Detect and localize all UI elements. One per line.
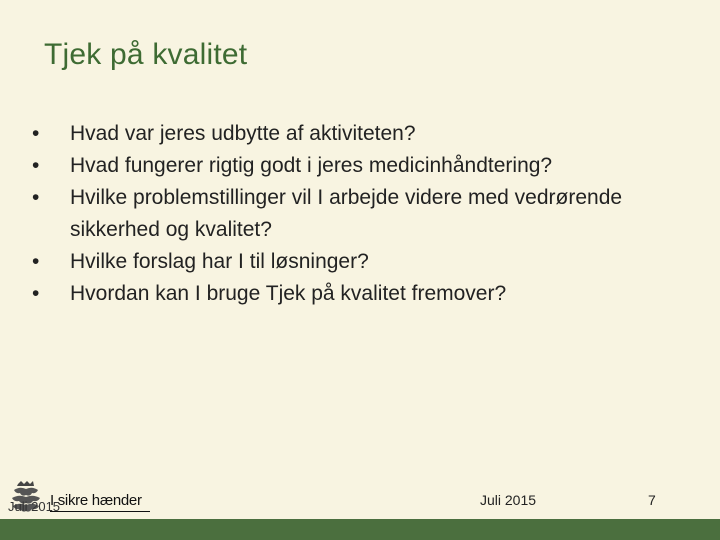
bullet-text: Hvad fungerer rigtig godt i jeres medicinhåndtering? [70,154,553,177]
footer-date: Juli 2015 [480,492,537,508]
bullet-item [26,246,666,278]
logo-text: I sikre hænder [50,492,142,509]
bullet-text: Hvad var jeres udbytte af aktiviteten? [70,122,416,145]
bottom-bar [0,519,720,540]
bullet-item [26,182,666,246]
bullet-dot: • [32,154,40,177]
bullet-item [26,150,666,182]
bullet-item [26,278,666,310]
footer-date-overlap: Juli 2015 [8,499,61,514]
bullet-text: Hvordan kan I bruge Tjek på kvalitet fremover? [70,282,507,305]
bullet-dot: • [32,250,40,273]
bullet-dot: • [32,282,40,305]
bullet-dot: • [32,122,40,145]
bullet-text: Hvilke problemstillinger vil I arbejde videre med vedrørende sikkerhed og kvalitet? [70,186,623,241]
bullet-item [26,118,666,150]
bullet-dot: • [32,186,40,209]
slide-title: Tjek på kvalitet [44,38,248,71]
bullet-text: Hvilke forslag har I til løsninger? [70,250,369,273]
bullet-list [26,118,666,310]
page-number: 7 [648,492,656,508]
logo-underline [50,511,150,512]
